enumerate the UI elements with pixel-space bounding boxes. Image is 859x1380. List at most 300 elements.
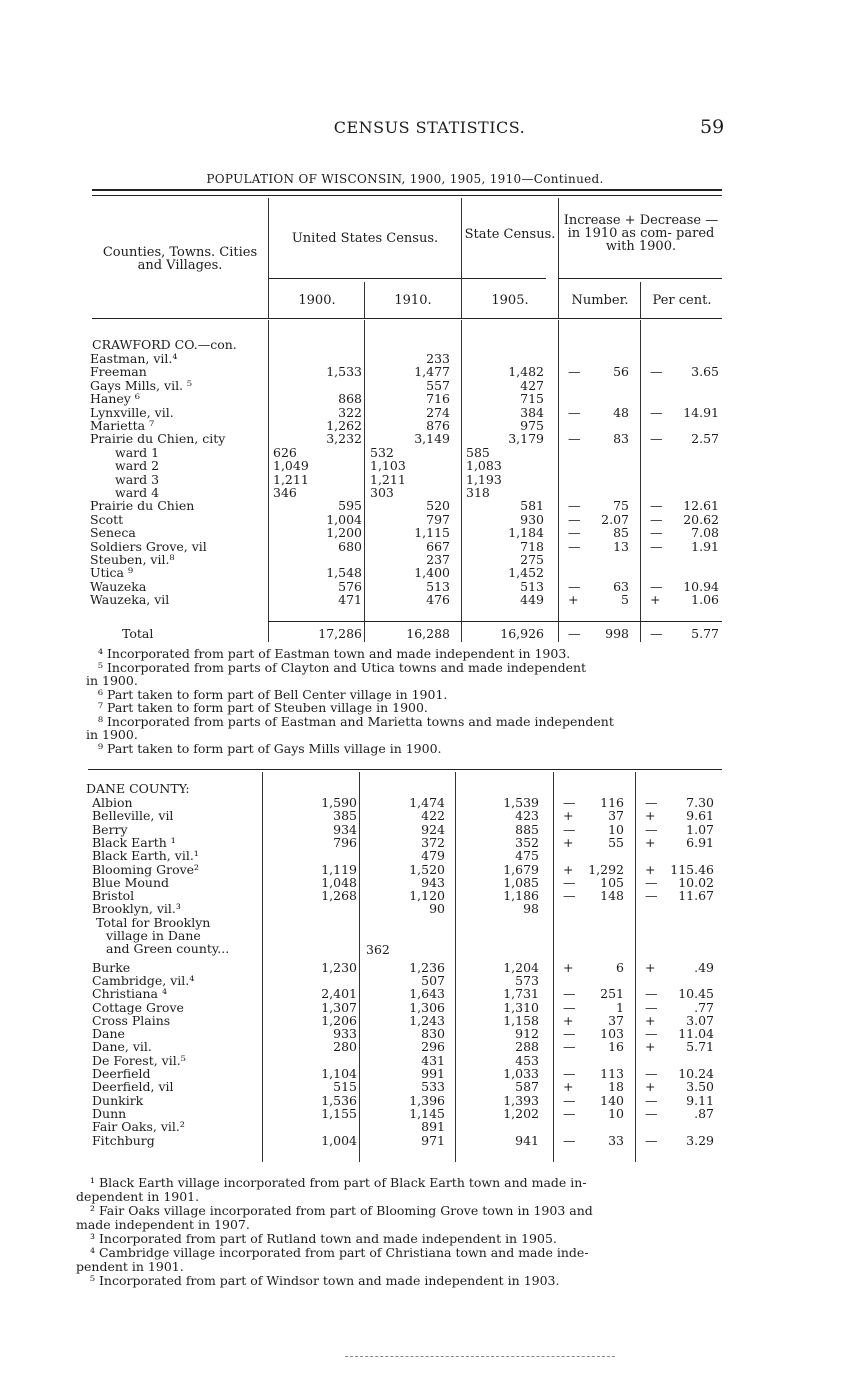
hdr-vr-3 xyxy=(461,198,462,318)
value-1910: 507 xyxy=(421,972,445,988)
value-1905: 1,310 xyxy=(503,999,539,1015)
footnote: ⁷ Part taken to form part of Steuben village in 1900. xyxy=(98,700,428,715)
header-us-census: United States Census. xyxy=(291,231,439,246)
hdr-vr-2 xyxy=(364,282,365,318)
ward-1905: 585 xyxy=(466,444,490,460)
row-name: Deerfield xyxy=(92,1066,151,1081)
value-1910: 1,236 xyxy=(409,959,445,975)
table-row xyxy=(0,889,854,902)
value-1905: 715 xyxy=(520,391,544,407)
table-row xyxy=(0,1134,854,1147)
value-1905: 941 xyxy=(515,1132,539,1148)
row-name: Dane, vil. xyxy=(92,1039,152,1055)
value-1910: 296 xyxy=(421,1039,445,1055)
page-number: 59 xyxy=(700,116,725,138)
value-1905: 1,679 xyxy=(503,861,539,877)
dane-top-rule xyxy=(88,769,722,770)
value-1910: 90 xyxy=(429,901,445,917)
percent-sign: + xyxy=(645,861,656,877)
change-percent: 11.67 xyxy=(678,888,714,904)
table-row xyxy=(0,513,859,526)
value-1905: 975 xyxy=(520,418,544,433)
number-sign: — xyxy=(568,578,581,594)
footnote: ⁴ Cambridge village incorporated from part of Christiana town and made inde- xyxy=(90,1245,589,1260)
percent-sign: — xyxy=(645,1105,658,1121)
value-1900: 1,200 xyxy=(326,525,362,541)
row-name: Black Earth ¹ xyxy=(92,834,176,850)
value-1910: 1,306 xyxy=(409,999,445,1015)
percent-sign: — xyxy=(650,498,663,514)
number-sign: + xyxy=(563,959,574,975)
row-name: Dane xyxy=(92,1026,125,1042)
value-1910: 479 xyxy=(421,848,445,864)
percent-sign: + xyxy=(645,1012,656,1028)
percent-sign: — xyxy=(645,1066,658,1081)
change-percent: 3.50 xyxy=(686,1079,714,1095)
percent-sign: — xyxy=(645,888,658,904)
percent-sign: — xyxy=(645,795,658,810)
change-number: 37 xyxy=(608,1012,624,1028)
change-percent: 1.06 xyxy=(691,592,719,608)
percent-sign: — xyxy=(645,999,658,1015)
value-1910: 1,477 xyxy=(414,364,450,380)
hdr-vr-1 xyxy=(268,198,269,318)
change-number: 105 xyxy=(600,874,624,890)
row-name: Soldiers Grove, vil xyxy=(90,538,207,554)
value-1900: 933 xyxy=(333,1026,357,1042)
value-1905: 1,186 xyxy=(503,888,539,904)
table-row xyxy=(0,379,859,392)
value-1900: 2,401 xyxy=(321,986,357,1002)
footnote: ⁸ Incorporated from parts of Eastman and Marietta towns and made independent xyxy=(98,713,614,729)
table-row xyxy=(0,473,859,486)
table-row xyxy=(0,459,859,472)
percent-sign: + xyxy=(645,808,656,824)
value-1910: 1,115 xyxy=(414,525,450,541)
value-1905: 1,184 xyxy=(508,525,544,541)
table-row xyxy=(0,566,859,579)
value-1910: 476 xyxy=(426,592,450,608)
value-1900: 1,307 xyxy=(321,999,357,1015)
header-1905: 1905. xyxy=(491,293,529,308)
change-percent: 3.07 xyxy=(686,1012,714,1028)
value-1905: 352 xyxy=(515,834,539,850)
value-1910: 924 xyxy=(421,821,445,837)
value-1905: 513 xyxy=(520,578,544,594)
dane-heading-row xyxy=(0,782,859,795)
value-1905: 1,731 xyxy=(503,986,539,1002)
table-row xyxy=(0,486,859,499)
value-1910: 274 xyxy=(426,404,450,420)
row-name: Cottage Grove xyxy=(92,999,184,1015)
change-number: 998 xyxy=(605,626,629,641)
change-percent: .49 xyxy=(694,959,714,975)
table-row xyxy=(0,1027,854,1040)
value-1900: 796 xyxy=(333,834,357,850)
ward-1905: 1,083 xyxy=(466,458,502,474)
table-row xyxy=(0,446,859,459)
table-row xyxy=(0,526,859,539)
value-1910: 533 xyxy=(421,1079,445,1095)
value-1900: 1,548 xyxy=(326,565,362,581)
census-underline xyxy=(268,278,546,279)
row-name: Wauzeka xyxy=(90,578,147,594)
value-1905: 1,393 xyxy=(503,1092,539,1108)
change-percent: .77 xyxy=(694,999,714,1015)
table-row xyxy=(0,796,854,809)
footnote: made independent in 1907. xyxy=(76,1217,250,1232)
number-sign: — xyxy=(568,404,581,420)
number-sign: — xyxy=(568,626,581,641)
total-rule xyxy=(268,621,722,622)
value-1910: 1,520 xyxy=(409,861,445,877)
row-name: Bristol xyxy=(92,888,135,904)
percent-sign: — xyxy=(650,578,663,594)
ward-1910: 1,211 xyxy=(370,471,406,487)
value-1900: 322 xyxy=(338,404,362,420)
row-name: Dunkirk xyxy=(92,1092,144,1108)
change-number: 56 xyxy=(613,364,629,380)
value-1905: 1,158 xyxy=(503,1012,539,1028)
change-number: 5 xyxy=(621,592,629,608)
percent-sign: — xyxy=(650,404,663,420)
value-1910: 797 xyxy=(426,511,450,527)
bottom-marks xyxy=(345,1356,615,1357)
header-1900: 1900. xyxy=(298,293,336,308)
number-sign: — xyxy=(563,1039,576,1055)
header-1910: 1910. xyxy=(394,293,432,308)
table-row xyxy=(0,499,859,512)
table-row xyxy=(0,540,859,553)
percent-sign: — xyxy=(650,364,663,380)
number-sign: + xyxy=(563,808,574,824)
value-1905: 384 xyxy=(520,404,544,420)
table-row xyxy=(0,432,859,445)
row-name: Utica ⁹ xyxy=(90,565,133,581)
county-heading: CRAWFORD CO.—con. xyxy=(92,337,237,352)
section-heading xyxy=(0,338,859,351)
row-name: Prairie du Chien, city xyxy=(90,431,226,447)
table-row xyxy=(0,876,854,889)
table-row xyxy=(0,1094,854,1107)
header-counties: Counties, Towns. Cities and Villages. xyxy=(102,245,258,273)
change-percent: 9.61 xyxy=(686,808,714,824)
change-number: 37 xyxy=(608,808,624,824)
number-sign: — xyxy=(568,364,581,380)
ward-1900: 346 xyxy=(273,485,297,500)
header-state-census: State Census. xyxy=(464,227,556,242)
value-1900: 1,206 xyxy=(321,1012,357,1028)
row-name: Steuben, vil.⁸ xyxy=(90,552,175,567)
table-row xyxy=(0,352,859,365)
value-1910: 716 xyxy=(426,391,450,407)
change-percent: 6.91 xyxy=(686,834,714,850)
dane-heading: DANE COUNTY: xyxy=(86,781,190,796)
value-1900: 680 xyxy=(338,538,362,554)
ward-1905: 318 xyxy=(466,485,490,500)
table-row xyxy=(0,553,859,566)
header-bottom-rule xyxy=(92,318,722,319)
number-sign: — xyxy=(568,498,581,514)
value-1905: 912 xyxy=(515,1026,539,1042)
number-sign: — xyxy=(563,874,576,890)
number-sign: — xyxy=(563,1026,576,1042)
table-row xyxy=(0,987,854,1000)
value-1910: 233 xyxy=(426,351,450,366)
running-head: CENSUS STATISTICS. xyxy=(333,118,526,137)
value-1905: 573 xyxy=(515,972,539,988)
table-row xyxy=(0,365,859,378)
value-1900: 1,230 xyxy=(321,959,357,975)
number-sign: — xyxy=(568,538,581,554)
value-1900: 280 xyxy=(333,1039,357,1055)
change-percent: 3.65 xyxy=(691,364,719,380)
value-1905: 475 xyxy=(515,848,539,864)
value-1910: 1,145 xyxy=(409,1105,445,1121)
change-number: 1,292 xyxy=(588,861,624,877)
percent-sign: + xyxy=(645,1079,656,1095)
ward-1910: 303 xyxy=(370,485,394,500)
change-percent: 7.08 xyxy=(691,525,719,541)
value-1905: 449 xyxy=(520,592,544,608)
value-1900: 1,048 xyxy=(321,874,357,890)
table-row xyxy=(0,627,859,640)
value-1905: 427 xyxy=(520,377,544,393)
row-name: Fair Oaks, vil.² xyxy=(92,1119,185,1135)
footnote: ⁴ Incorporated from part of Eastman town and made independent in 1903. xyxy=(98,646,571,661)
header-number: Number. xyxy=(571,293,629,308)
brooklyn-total-label: village in Dane xyxy=(106,928,201,943)
top-rule xyxy=(92,189,722,191)
row-name: ward 4 xyxy=(115,485,160,500)
table-row xyxy=(0,406,859,419)
footnote: ⁶ Part taken to form part of Bell Center village in 1901. xyxy=(98,686,448,702)
percent-sign: — xyxy=(650,538,663,554)
value-1905: 1,482 xyxy=(508,364,544,380)
value-1910: 971 xyxy=(421,1132,445,1148)
table-row xyxy=(0,1080,854,1093)
table-row xyxy=(0,1040,854,1053)
percent-sign: — xyxy=(645,986,658,1002)
number-sign: + xyxy=(563,1079,574,1095)
change-percent: 10.24 xyxy=(678,1066,714,1081)
change-number: 140 xyxy=(600,1092,624,1108)
row-name: Lynxville, vil. xyxy=(90,404,174,420)
value-1905: 1,202 xyxy=(503,1105,539,1121)
change-number: 10 xyxy=(608,1105,624,1121)
row-name: Scott xyxy=(90,511,124,527)
change-number: 2.07 xyxy=(601,511,629,527)
number-sign: — xyxy=(563,986,576,1002)
row-name: Blue Mound xyxy=(92,874,170,890)
row-name: Albion xyxy=(92,795,133,810)
percent-sign: — xyxy=(645,1026,658,1042)
change-number: 85 xyxy=(613,525,629,541)
value-1900: 934 xyxy=(333,821,357,837)
change-percent: 7.30 xyxy=(686,795,714,810)
change-percent: 5.77 xyxy=(691,626,719,641)
number-sign: — xyxy=(563,1066,576,1081)
table-row xyxy=(0,419,859,432)
value-1900: 868 xyxy=(338,391,362,407)
value-1910: 422 xyxy=(421,808,445,824)
number-sign: — xyxy=(568,511,581,527)
value-1905: 453 xyxy=(515,1052,539,1068)
value-1900: 1,533 xyxy=(326,364,362,380)
value-1910: 891 xyxy=(421,1119,445,1135)
value-1900: 1,590 xyxy=(321,795,357,810)
row-name: ward 1 xyxy=(115,444,160,460)
row-name: ward 3 xyxy=(115,471,160,487)
change-number: 48 xyxy=(613,404,629,420)
value-1910: 557 xyxy=(426,377,450,393)
change-number: 13 xyxy=(613,538,629,554)
ward-1900: 1,211 xyxy=(273,471,309,487)
table-row xyxy=(0,823,854,836)
value-1910: 513 xyxy=(426,578,450,594)
footnote: ⁵ Incorporated from part of Windsor town and made independent in 1903. xyxy=(90,1273,560,1288)
change-number: 63 xyxy=(613,578,629,594)
value-1900: 1,536 xyxy=(321,1092,357,1108)
change-percent: 10.02 xyxy=(678,874,714,890)
change-number: 1 xyxy=(616,999,624,1015)
brooklyn-total-label: Total for Brooklyn xyxy=(96,914,211,930)
value-1910: 520 xyxy=(426,498,450,514)
row-name: Fitchburg xyxy=(92,1132,155,1148)
row-name: Belleville, vil xyxy=(92,808,174,824)
percent-sign: — xyxy=(650,431,663,447)
value-1910: 991 xyxy=(421,1066,445,1081)
change-percent: 20.62 xyxy=(683,511,719,527)
value-1900: 1,262 xyxy=(326,418,362,433)
row-name: De Forest, vil.⁵ xyxy=(92,1052,186,1068)
footnote: in 1900. xyxy=(86,673,138,688)
value-1905: 1,033 xyxy=(503,1066,539,1081)
ward-1905: 1,193 xyxy=(466,471,502,487)
row-name: Marietta ⁷ xyxy=(90,418,155,433)
number-sign: + xyxy=(563,1012,574,1028)
row-name: Blooming Grove² xyxy=(92,861,200,877)
row-name: Burke xyxy=(92,959,131,975)
number-sign: + xyxy=(568,592,579,608)
table-row xyxy=(0,1001,854,1014)
change-number: 75 xyxy=(613,498,629,514)
table-row xyxy=(0,809,854,822)
change-number: 251 xyxy=(600,986,624,1002)
row-name: Seneca xyxy=(90,525,136,541)
row-name: Cross Plains xyxy=(92,1012,171,1028)
table-row xyxy=(0,1067,854,1080)
value-1905: 1,539 xyxy=(503,795,539,810)
row-name: Freeman xyxy=(90,364,147,380)
value-1910: 1,643 xyxy=(409,986,445,1002)
value-1910: 237 xyxy=(426,552,450,567)
value-1905: 16,926 xyxy=(500,626,544,641)
change-percent: 11.04 xyxy=(678,1026,714,1042)
value-1905: 98 xyxy=(523,901,539,917)
value-1905: 288 xyxy=(515,1039,539,1055)
value-1910: 1,474 xyxy=(409,795,445,810)
row-name: Total xyxy=(122,626,154,641)
ward-1910: 532 xyxy=(370,444,394,460)
number-sign: — xyxy=(568,525,581,541)
number-sign: — xyxy=(563,795,576,810)
value-1900: 385 xyxy=(333,808,357,824)
change-number: 10 xyxy=(608,821,624,837)
table-row xyxy=(0,1054,854,1067)
row-name: Cambridge, vil.⁴ xyxy=(92,972,195,988)
percent-sign: + xyxy=(645,1039,656,1055)
table-row xyxy=(0,902,854,915)
change-number: 33 xyxy=(608,1132,624,1148)
value-1905: 718 xyxy=(520,538,544,554)
value-1900: 1,004 xyxy=(321,1132,357,1148)
table-row xyxy=(0,580,859,593)
value-1910: 16,288 xyxy=(406,626,450,641)
number-sign: — xyxy=(563,821,576,837)
change-number: 55 xyxy=(608,834,624,850)
value-1905: 3,179 xyxy=(508,431,544,447)
percent-sign: — xyxy=(645,874,658,890)
change-percent: 5.71 xyxy=(686,1039,714,1055)
change-percent: .87 xyxy=(694,1105,714,1121)
percent-sign: — xyxy=(645,821,658,837)
number-sign: — xyxy=(563,1105,576,1121)
percent-sign: + xyxy=(645,959,656,975)
footnote: dependent in 1901. xyxy=(76,1189,200,1204)
value-1900: 576 xyxy=(338,578,362,594)
increase-underline xyxy=(558,278,722,279)
row-name: Gays Mills, vil. ⁵ xyxy=(90,377,193,393)
table-subtitle: POPULATION OF WISCONSIN, 1900, 1905, 1910—Continued. xyxy=(206,172,604,186)
row-name: Christiana ⁴ xyxy=(92,986,167,1002)
footnote: ⁹ Part taken to form part of Gays Mills village in 1900. xyxy=(98,740,442,756)
row-name: Black Earth, vil.¹ xyxy=(92,848,199,864)
value-1910: 431 xyxy=(421,1052,445,1068)
table-row xyxy=(0,974,854,987)
ward-1900: 626 xyxy=(273,444,297,460)
value-1900: 1,104 xyxy=(321,1066,357,1081)
value-1900: 3,232 xyxy=(326,431,362,447)
value-1910: 876 xyxy=(426,418,450,433)
value-1910: 667 xyxy=(426,538,450,554)
value-1910: 372 xyxy=(421,834,445,850)
change-percent: 3.29 xyxy=(686,1132,714,1148)
table-row xyxy=(0,1120,854,1133)
value-1910: 830 xyxy=(421,1026,445,1042)
percent-sign: + xyxy=(650,592,661,608)
row-name: Prairie du Chien xyxy=(90,498,195,514)
change-percent: 9.11 xyxy=(686,1092,714,1108)
value-1905: 1,085 xyxy=(503,874,539,890)
ward-1910: 1,103 xyxy=(370,458,406,474)
number-sign: — xyxy=(563,999,576,1015)
footnote: in 1900. xyxy=(86,727,138,742)
number-sign: + xyxy=(563,861,574,877)
footnote: ² Fair Oaks village incorporated from part of Blooming Grove town in 1903 and xyxy=(90,1203,593,1218)
number-sign: + xyxy=(563,834,574,850)
change-number: 116 xyxy=(600,795,624,810)
value-1900: 17,286 xyxy=(318,626,362,641)
value-1905: 1,204 xyxy=(503,959,539,975)
number-sign: — xyxy=(563,888,576,904)
value-1910: 3,149 xyxy=(414,431,450,447)
row-name: Eastman, vil.⁴ xyxy=(90,351,178,366)
percent-sign: — xyxy=(645,1132,658,1148)
percent-sign: — xyxy=(645,1092,658,1108)
value-1905: 423 xyxy=(515,808,539,824)
change-percent: 2.57 xyxy=(691,431,719,447)
